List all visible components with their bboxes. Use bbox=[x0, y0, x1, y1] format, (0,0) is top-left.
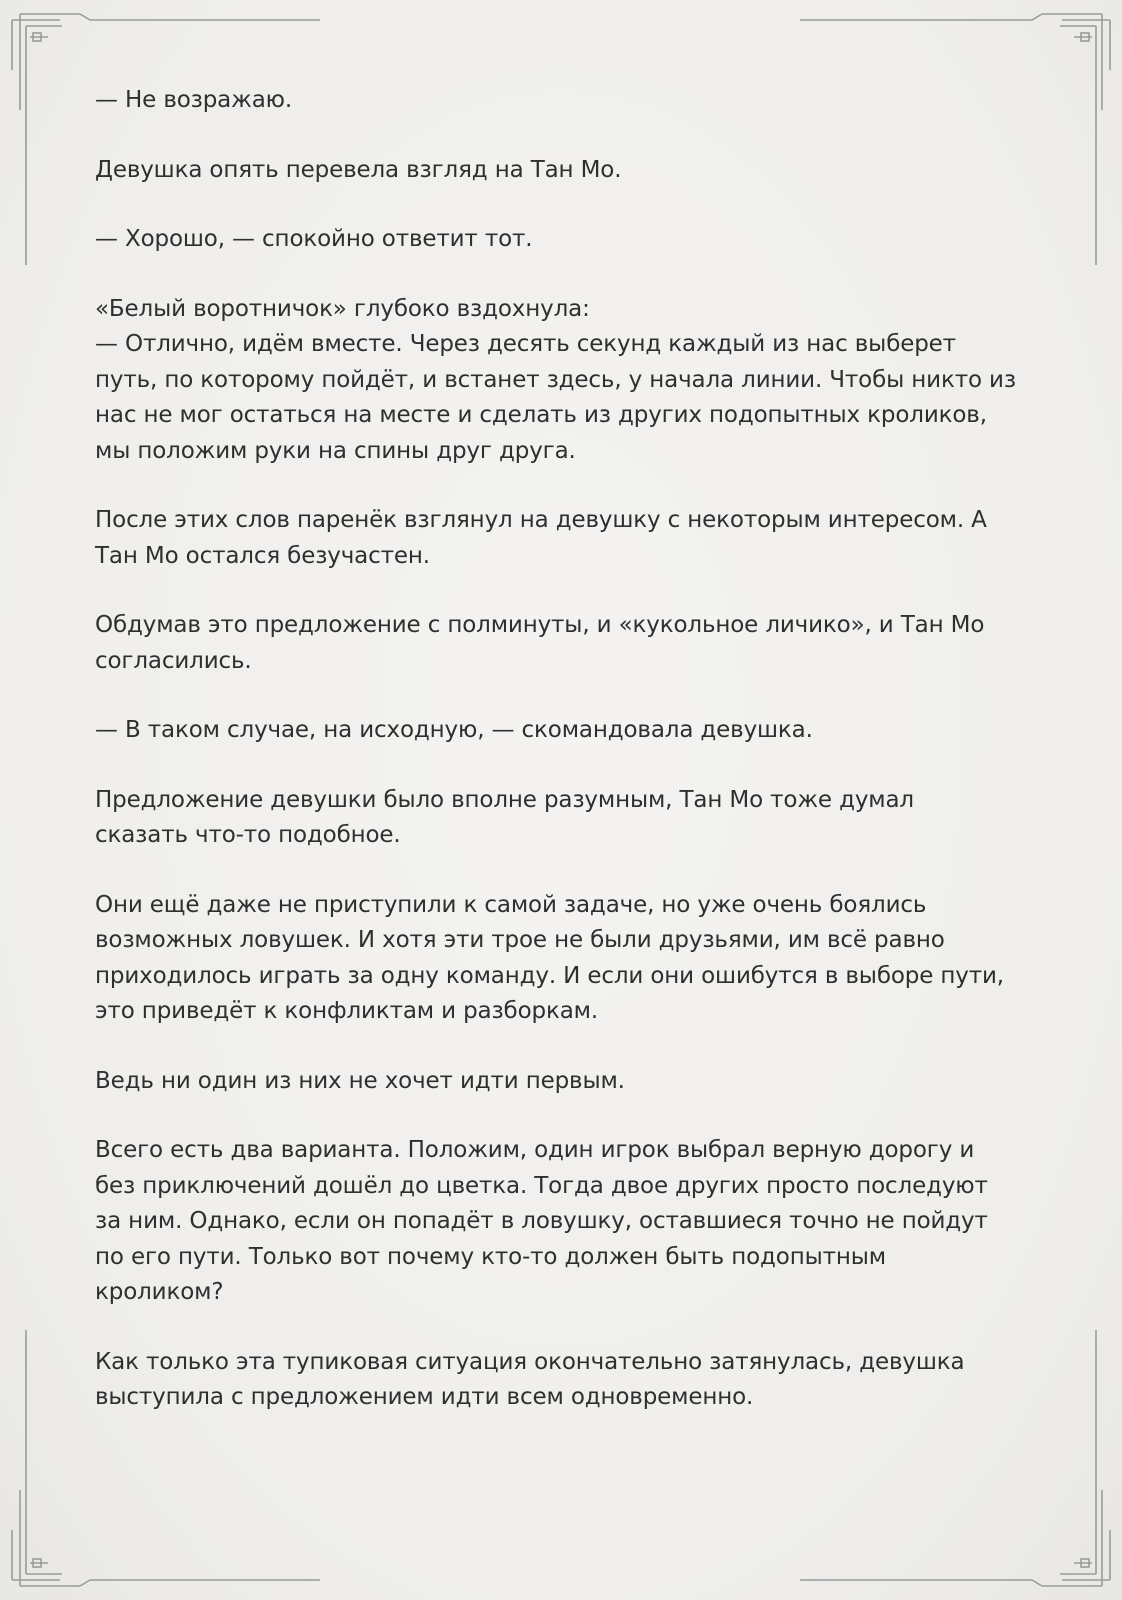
text-line: — В таком случае, на исходную, — скомандовала девушка. bbox=[95, 717, 813, 743]
text-line: Как только эта тупиковая ситуация окончательно затянулась, девушка bbox=[95, 1348, 965, 1375]
text-line: Девушка опять перевела взгляд на Тан Мо. bbox=[95, 156, 622, 183]
text-line: выступила с предложением идти всем одновременно. bbox=[95, 1384, 754, 1410]
text-line: Тан Мо остался безучастен. bbox=[95, 542, 430, 569]
paragraph bbox=[95, 153, 1035, 189]
paragraph bbox=[95, 888, 1035, 1030]
text-line: за ним. Однако, если он попадёт в ловушку, оставшиеся точно не пойдут bbox=[95, 1208, 988, 1234]
story-text bbox=[95, 83, 1035, 1450]
paragraph bbox=[95, 83, 1035, 119]
text-line: возможных ловушек. И хотя эти трое не были друзьями, им всё равно bbox=[95, 927, 945, 953]
text-line: «Белый воротничок» глубоко вздохнула: bbox=[95, 295, 590, 322]
text-line: Предложение девушки было вполне разумным, Тан Мо тоже думал bbox=[95, 786, 914, 813]
paragraph bbox=[95, 713, 1035, 749]
paragraph bbox=[95, 783, 1035, 854]
text-line: нас не мог остаться на месте и сделать из других подопытных кроликов, bbox=[95, 402, 987, 428]
text-line: путь, по которому пойдёт, и встанет здесь, у начала линии. Чтобы никто из bbox=[95, 366, 1016, 393]
text-line: Они ещё даже не приступили к самой задаче, но уже очень боялись bbox=[95, 891, 927, 918]
text-line: это приведёт к конфликтам и разборкам. bbox=[95, 998, 599, 1024]
text-line: Ведь ни один из них не хочет идти первым. bbox=[95, 1067, 625, 1094]
paragraph bbox=[95, 1133, 1035, 1311]
text-line: мы положим руки на спины друг друга. bbox=[95, 437, 576, 464]
text-line: по его пути. Только вот почему кто-то должен быть подопытным bbox=[95, 1243, 886, 1270]
paragraph bbox=[95, 292, 1035, 470]
paragraph bbox=[95, 503, 1035, 574]
text-line: После этих слов паренёк взглянул на девушку с некоторым интересом. А bbox=[95, 507, 987, 533]
text-line: Обдумав это предложение с полминуты, и «кукольное личико», и Тан Мо bbox=[95, 612, 985, 638]
text-line: — Хорошо, — спокойно ответит тот. bbox=[95, 226, 533, 252]
text-line: согласились. bbox=[95, 647, 252, 674]
text-line: — Отлично, идём вместе. Через десять секунд каждый из нас выберет bbox=[95, 331, 956, 357]
text-line: Всего есть два варианта. Положим, один игрок выбрал верную дорогу и bbox=[95, 1137, 975, 1163]
text-line: кроликом? bbox=[95, 1279, 224, 1305]
paragraph bbox=[95, 608, 1035, 679]
paragraph bbox=[95, 222, 1035, 258]
text-line: — Не возражаю. bbox=[95, 87, 293, 113]
text-line: приходилось играть за одну команду. И если они ошибутся в выборе пути, bbox=[95, 962, 1004, 989]
text-line: сказать что-то подобное. bbox=[95, 822, 401, 848]
paragraph bbox=[95, 1064, 1035, 1100]
paragraph bbox=[95, 1345, 1035, 1416]
text-line: без приключений дошёл до цветка. Тогда двое других просто последуют bbox=[95, 1172, 988, 1199]
